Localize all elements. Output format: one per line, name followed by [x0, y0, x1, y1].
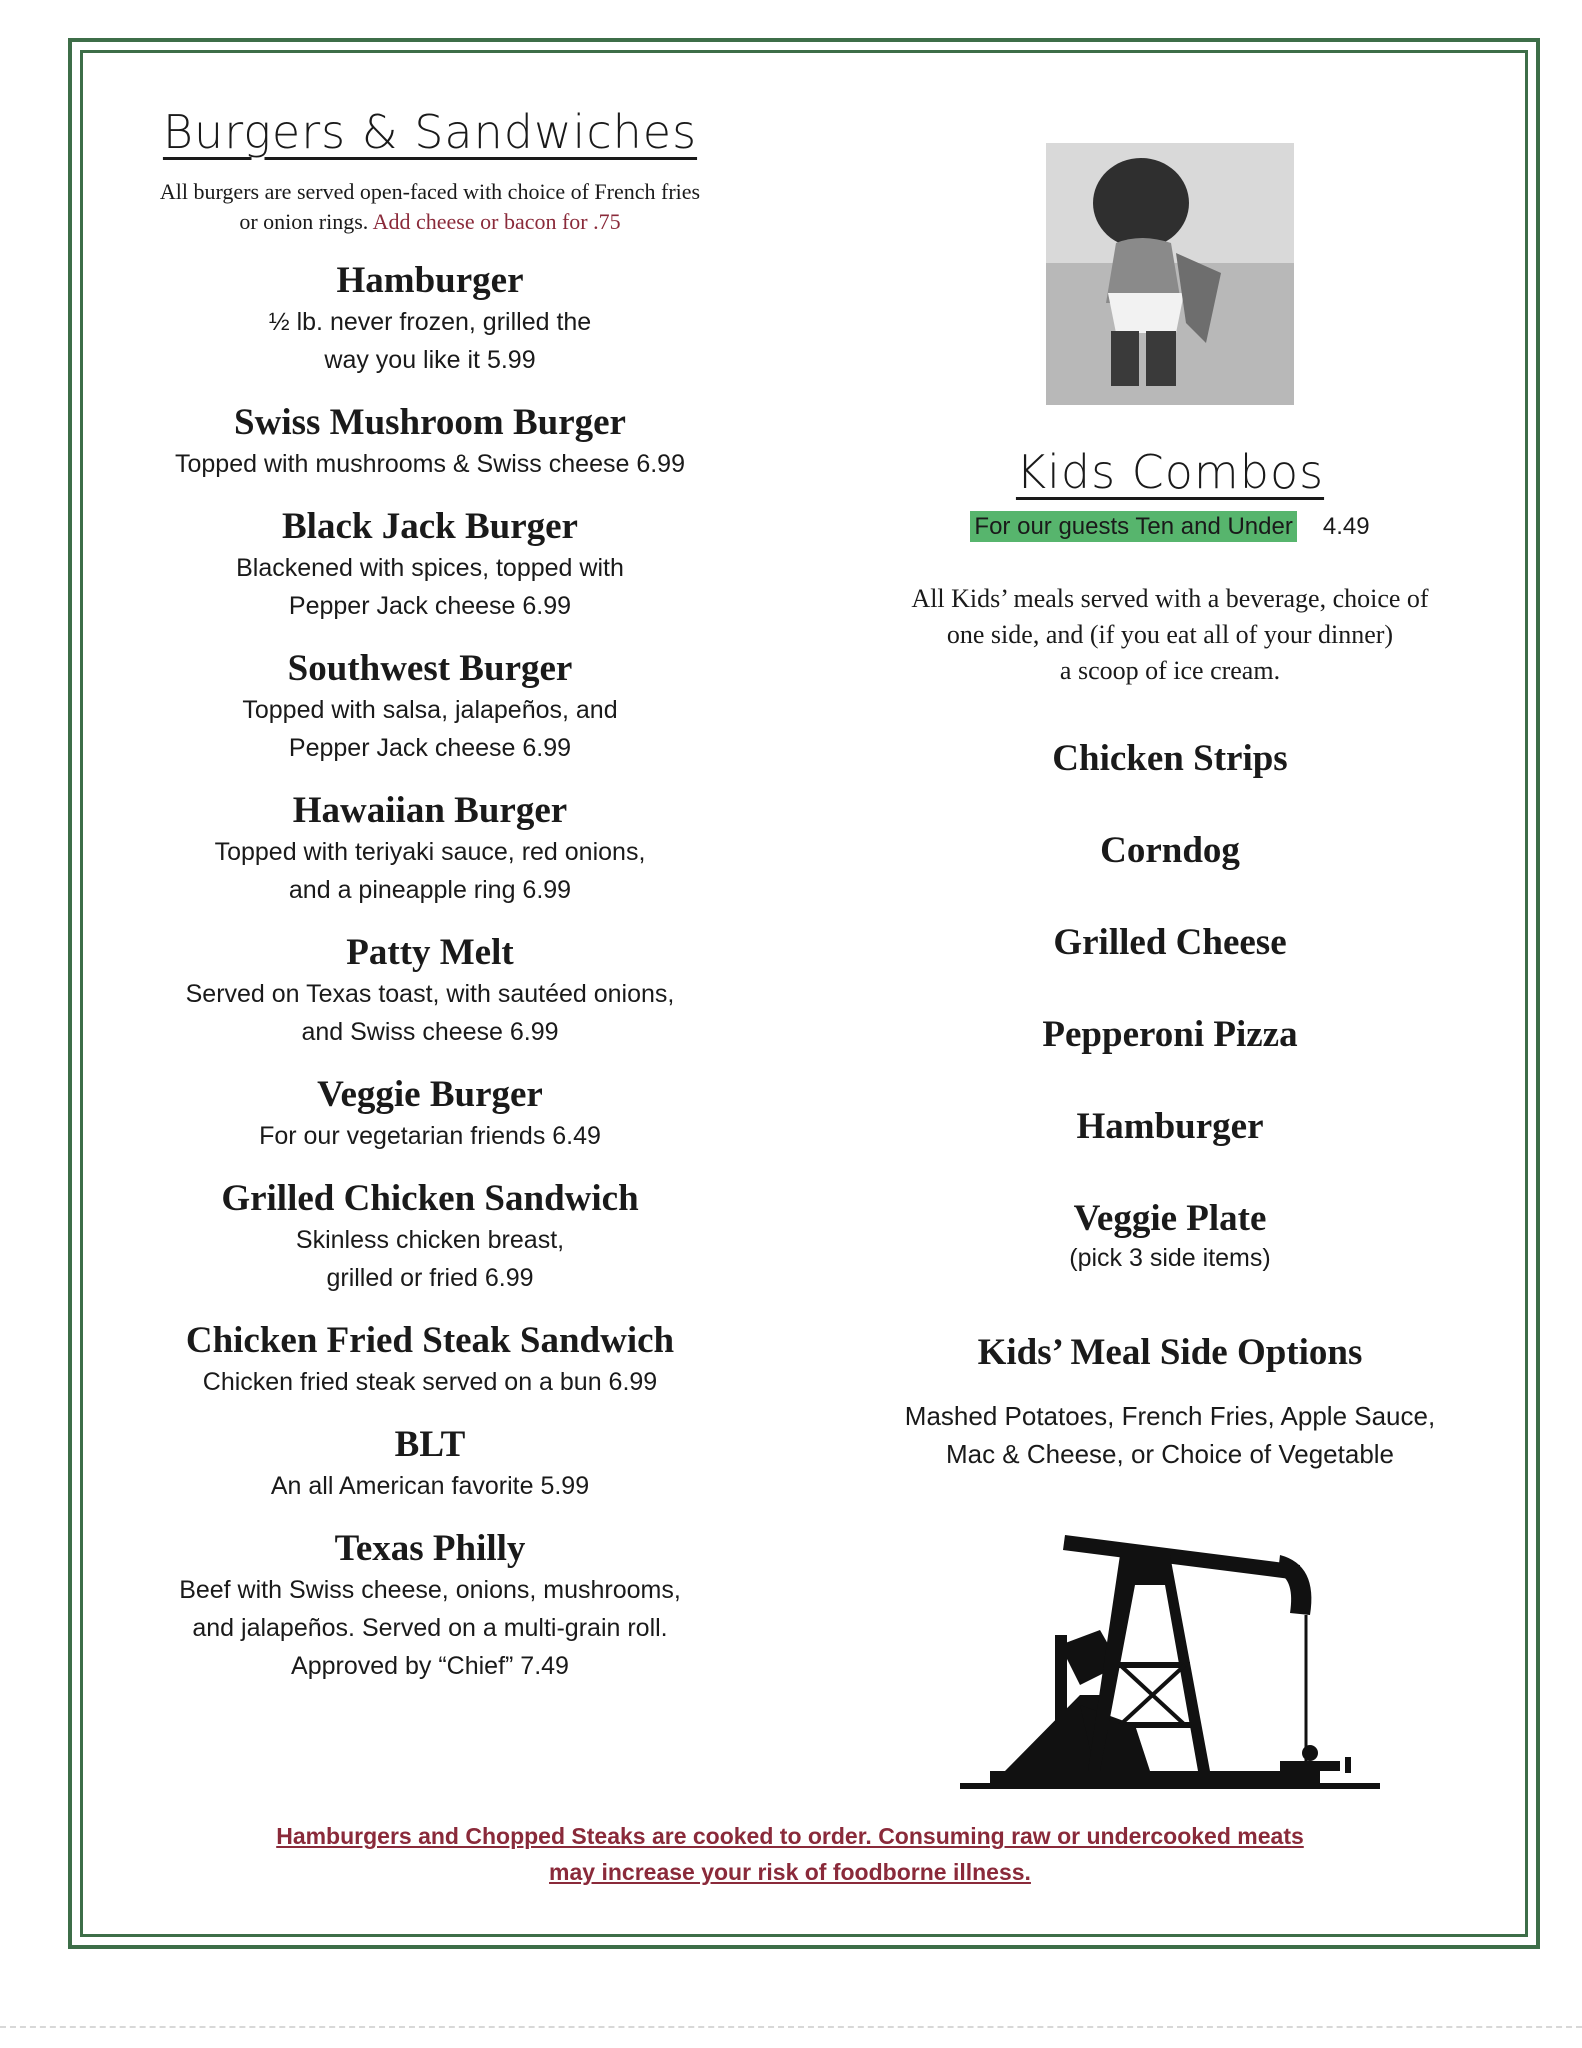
kids-intro — [840, 581, 1500, 689]
menu-item-hamburger — [100, 259, 760, 379]
item-desc: and Swiss cheese 6.99 — [301, 1018, 559, 1046]
item-desc: Beef with Swiss cheese, onions, mushrooms, — [179, 1576, 681, 1604]
kids-item-hamburger: Hamburger — [1076, 1106, 1264, 1147]
veggie-plate-note: (pick 3 side items) — [1069, 1244, 1271, 1272]
item-name: Southwest Burger — [287, 648, 573, 689]
item-desc: and a pineapple ring 6.99 — [288, 876, 572, 904]
item-desc: Topped with teriyaki sauce, red onions, — [214, 838, 646, 866]
item-name: Chicken Fried Steak Sandwich — [185, 1320, 675, 1361]
menu-item-hawaiian-burger — [100, 789, 760, 909]
menu-item-black-jack-burger — [100, 505, 760, 625]
menu-item-blt — [100, 1423, 760, 1505]
kids-item-corndog: Corndog — [1100, 830, 1240, 871]
burgers-section — [100, 105, 760, 1685]
item-desc: An all American favorite 5.99 — [270, 1472, 590, 1500]
menu-item-texas-philly — [100, 1527, 760, 1685]
item-desc: Pepper Jack cheese 6.99 — [288, 734, 572, 762]
kids-age-row — [840, 513, 1500, 541]
item-name: Black Jack Burger — [282, 506, 578, 547]
kids-intro-line2: one side, and (if you eat all of your dinner) — [946, 620, 1394, 649]
item-desc: Approved by “Chief” 7.49 — [291, 1652, 569, 1680]
burgers-intro — [100, 177, 760, 237]
item-name: Grilled Chicken Sandwich — [221, 1178, 639, 1219]
burgers-intro-line2 — [100, 207, 760, 237]
item-desc: Served on Texas toast, with sautéed onions, — [185, 980, 675, 1008]
kids-intro-line1: All Kids’ meals served with a beverage, choice of — [911, 584, 1429, 613]
item-desc: and jalapeños. Served on a multi-grain roll. — [192, 1614, 668, 1642]
kids-item-veggie-plate: Veggie Plate — [1073, 1198, 1267, 1239]
kids-item-pepperoni-pizza: Pepperoni Pizza — [1042, 1014, 1298, 1055]
menu-item-grilled-chicken-sandwich — [100, 1177, 760, 1297]
kids-title-wrap — [840, 445, 1500, 499]
kids-item-chicken-strips: Chicken Strips — [1052, 738, 1288, 779]
add-ons-note: Add cheese or bacon for .75 — [372, 209, 621, 234]
kids-intro-line3: a scoop of ice cream. — [1059, 656, 1281, 685]
child-photo — [1046, 143, 1294, 405]
item-desc: Skinless chicken breast, — [295, 1226, 565, 1254]
menu-item-southwest-burger — [100, 647, 760, 767]
burgers-title: Burgers & Sandwiches — [162, 105, 698, 159]
kids-price: 4.49 — [1322, 513, 1370, 540]
burgers-intro-plain: or onion rings. — [239, 209, 369, 234]
kids-item-grilled-cheese: Grilled Cheese — [1053, 922, 1287, 963]
menu-item-veggie-burger — [100, 1073, 760, 1155]
item-name: Texas Philly — [334, 1528, 526, 1569]
item-desc: For our vegetarian friends 6.49 — [259, 1122, 601, 1150]
oil-pumpjack-icon — [960, 1525, 1380, 1795]
kids-section — [840, 105, 1500, 1473]
item-desc: way you like it 5.99 — [324, 346, 536, 374]
page-bottom-rule — [0, 2026, 1582, 2031]
item-desc: Chicken fried steak served on a bun 6.99 — [202, 1368, 658, 1396]
item-desc: ½ lb. never frozen, grilled the — [268, 308, 592, 336]
item-name: Swiss Mushroom Burger — [234, 402, 626, 443]
item-desc: Blackened with spices, topped with — [236, 554, 624, 582]
item-desc: Topped with salsa, jalapeños, and — [242, 696, 618, 724]
food-safety-line1: Hamburgers and Chopped Steaks are cooked to order. Consuming raw or undercooked meats — [276, 1823, 1304, 1849]
menu-item-patty-melt — [100, 931, 760, 1051]
item-name: BLT — [394, 1424, 466, 1465]
burgers-intro-line1: All burgers are served open-faced with choice of French fries — [159, 179, 701, 204]
menu-item-swiss-mushroom-burger — [100, 401, 760, 483]
child-photo-silhouette-icon — [1046, 143, 1294, 405]
item-name: Veggie Burger — [317, 1074, 543, 1115]
menu-item-chicken-fried-steak-sandwich — [100, 1319, 760, 1401]
kids-title: Kids Combos — [1015, 445, 1325, 499]
item-name: Patty Melt — [346, 932, 514, 973]
item-name: Hawaiian Burger — [292, 790, 568, 831]
kids-sides-title: Kids’ Meal Side Options — [977, 1332, 1363, 1373]
kids-sides-line1: Mashed Potatoes, French Fries, Apple Sauce, — [904, 1401, 1436, 1431]
item-name: Hamburger — [336, 260, 524, 301]
kids-sides-list — [840, 1397, 1500, 1473]
kids-sides-line2: Mac & Cheese, or Choice of Vegetable — [945, 1439, 1395, 1469]
item-desc: Pepper Jack cheese 6.99 — [288, 592, 572, 620]
food-safety-notice — [160, 1818, 1420, 1890]
food-safety-line2: may increase your risk of foodborne illness. — [549, 1859, 1031, 1885]
kids-age-highlight: For our guests Ten and Under — [970, 511, 1296, 542]
item-desc: Topped with mushrooms & Swiss cheese 6.99 — [175, 450, 685, 478]
item-desc: grilled or fried 6.99 — [326, 1264, 534, 1292]
